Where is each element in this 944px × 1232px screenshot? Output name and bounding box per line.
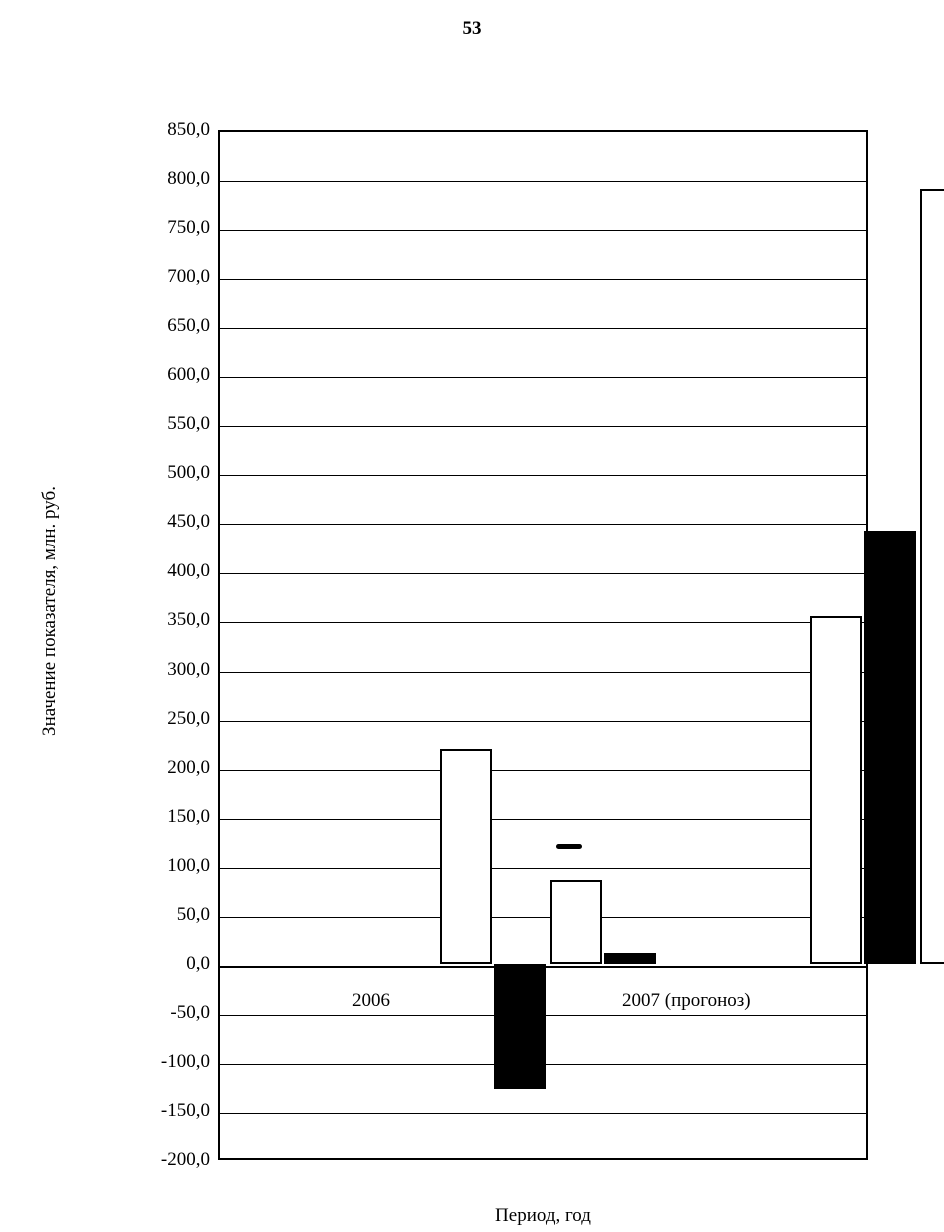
stray-mark (556, 844, 582, 849)
bar (550, 880, 602, 963)
gridline (220, 377, 866, 378)
bar (864, 531, 916, 964)
y-tick-label: 500,0 (167, 462, 210, 484)
y-tick-label: 50,0 (176, 903, 210, 925)
category-label-2006: 2006 (352, 990, 390, 1011)
bar (494, 964, 546, 1090)
gridline (220, 573, 866, 574)
bar (920, 189, 944, 964)
gridline (220, 622, 866, 623)
bar (604, 953, 656, 964)
gridline (220, 475, 866, 476)
category-label-2007: 2007 (прогоноз) (622, 990, 751, 1011)
y-tick-label: 400,0 (167, 560, 210, 582)
gridline (220, 328, 866, 329)
gridline (220, 1113, 866, 1114)
gridline (220, 819, 866, 820)
gridline (220, 721, 866, 722)
y-tick-label: 0,0 (186, 952, 210, 974)
y-tick-label: 800,0 (167, 168, 210, 190)
y-tick-label: 450,0 (167, 511, 210, 533)
gridline (220, 524, 866, 525)
y-tick-label: 350,0 (167, 609, 210, 631)
y-tick-label: 250,0 (167, 707, 210, 729)
y-axis-title: Значение показателя, млн. руб. (39, 486, 60, 736)
bar (440, 749, 492, 964)
y-tick-label: 600,0 (167, 364, 210, 386)
page-number: 53 (462, 18, 482, 39)
gridline (220, 279, 866, 280)
gridline (220, 181, 866, 182)
y-tick-label: 150,0 (167, 805, 210, 827)
gridline (220, 426, 866, 427)
gridline (220, 672, 866, 673)
y-tick-label: -50,0 (170, 1001, 210, 1023)
y-tick-label: -200,0 (160, 1149, 210, 1170)
y-tick-label: 300,0 (167, 658, 210, 680)
gridline (220, 868, 866, 869)
y-tick-label: -100,0 (160, 1050, 210, 1072)
bar (810, 616, 862, 964)
y-tick-label: 100,0 (167, 854, 210, 876)
y-tick-label: -150,0 (160, 1099, 210, 1121)
y-tick-label: 700,0 (167, 266, 210, 288)
gridline (220, 917, 866, 918)
x-axis-title: Период, год (495, 1205, 591, 1226)
y-tick-label: 550,0 (167, 413, 210, 435)
y-axis-ticks (110, 119, 210, 1170)
y-tick-label: 850,0 (167, 119, 210, 140)
y-tick-label: 750,0 (167, 217, 210, 239)
y-tick-label: 200,0 (167, 756, 210, 778)
gridline (220, 770, 866, 771)
gridline (220, 230, 866, 231)
y-tick-label: 650,0 (167, 315, 210, 337)
